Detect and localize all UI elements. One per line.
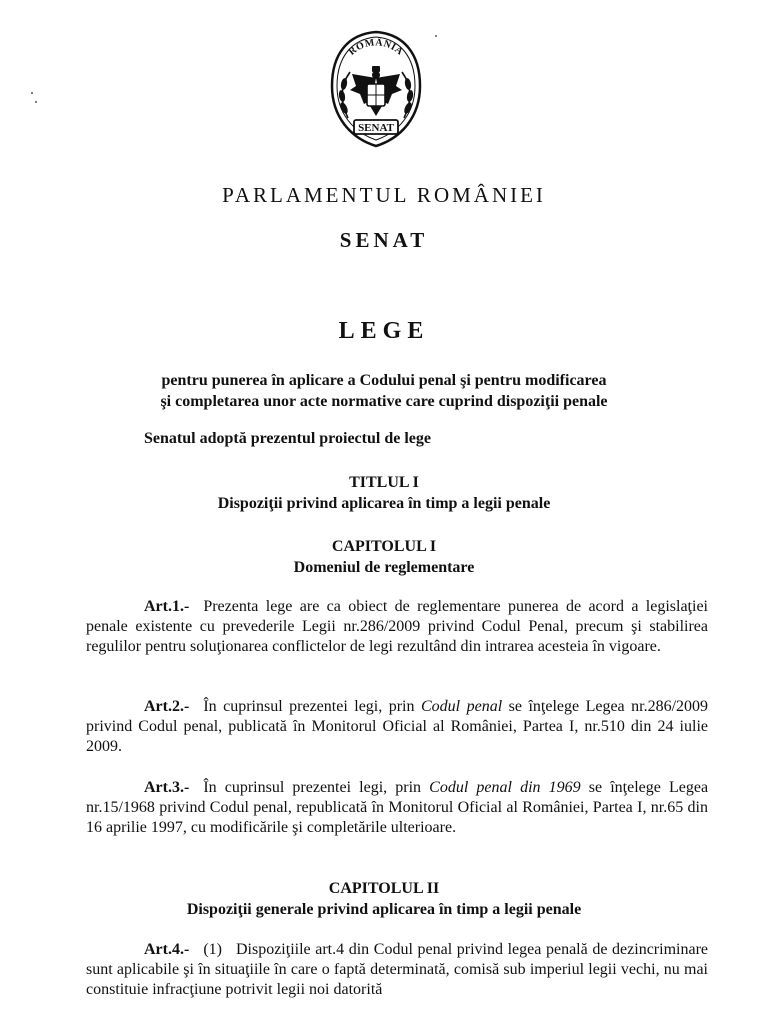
chamber-heading: SENAT	[339, 228, 429, 252]
adoption-statement: Senatul adoptă prezentul proiectul de lege	[144, 430, 431, 447]
chapter-name: Domeniul de reglementare	[293, 559, 475, 576]
law-subtitle-line: pentru punerea în aplicare a Codului penal şi pentru modificarea	[161, 372, 607, 389]
law-title: LEGE	[338, 318, 430, 344]
article-label: Art.4.-	[144, 941, 190, 958]
chapter-heading	[0, 878, 768, 920]
chapter-label: CAPITOLUL II	[328, 880, 440, 897]
article-3	[86, 778, 708, 838]
chapter-heading	[0, 536, 768, 578]
title-heading	[0, 472, 768, 514]
article-paragraph-number: (1)	[203, 941, 222, 958]
title-name: Dispoziţii privind aplicarea în timp a legii penale	[217, 495, 551, 512]
article-label: Art.2.-	[144, 698, 190, 715]
article-label: Art.3.-	[144, 779, 190, 796]
article-text: se înţelege Legea nr.286/2009 privind Codul penal, publicată în Monitorul Oficial al României, Partea I, nr.510 din 24 iulie 2009.	[86, 698, 709, 755]
article-text: se înţelege Legea nr.15/1968 privind Codul penal, republicată în Monitorul Oficial al României, Partea I, nr.65 din 16 aprilie 1997, cu modificările şi completările ulterioare.	[86, 779, 709, 836]
svg-text:SENAT: SENAT	[358, 122, 394, 134]
scan-speck	[435, 35, 437, 37]
article-term: Codul penal din 1969	[429, 779, 581, 796]
chapter-name: Dispoziţii generale privind aplicarea în timp a legii penale	[186, 901, 582, 918]
article-2	[86, 697, 708, 757]
senate-seal	[326, 28, 426, 150]
article-text: Prezenta lege are ca obiect de reglementare punerea de acord a legislaţiei penale existente cu prevederile Legii nr.286/2009 privind Codul Penal, precum şi stabilirea regulilor pentru soluţionarea conflictelor de legi rezultând din intrarea acesteia în vigoare.	[86, 598, 708, 655]
article-label: Art.1.-	[144, 598, 190, 615]
law-subtitle	[0, 370, 768, 412]
chapter-label: CAPITOLUL I	[331, 538, 437, 555]
article-text: În cuprinsul prezentei legi, prin	[203, 698, 415, 715]
article-1	[86, 597, 708, 657]
law-subtitle-line: şi completarea unor acte normative care cuprind dispoziţii penale	[160, 393, 608, 410]
svg-text:ROMÂNIA: ROMÂNIA	[346, 37, 406, 58]
parliament-heading: PARLAMENTUL ROMÂNIEI	[222, 183, 546, 207]
romania-senate-emblem-icon	[326, 28, 426, 150]
article-text: În cuprinsul prezentei legi, prin	[203, 779, 422, 796]
title-label: TITLUL I	[349, 474, 419, 491]
scan-speck	[31, 92, 33, 94]
article-4	[86, 940, 708, 1000]
article-text: Dispoziţiile art.4 din Codul penal privind legea penală de dezincriminare sunt aplicabile şi în situaţiile în care o faptă determinată, comisă sub imperiul legii vechi, nu mai constituie infracţiune potrivit legii noi datorită	[86, 941, 708, 998]
article-term: Codul penal	[421, 698, 503, 715]
scan-speck	[35, 101, 37, 103]
